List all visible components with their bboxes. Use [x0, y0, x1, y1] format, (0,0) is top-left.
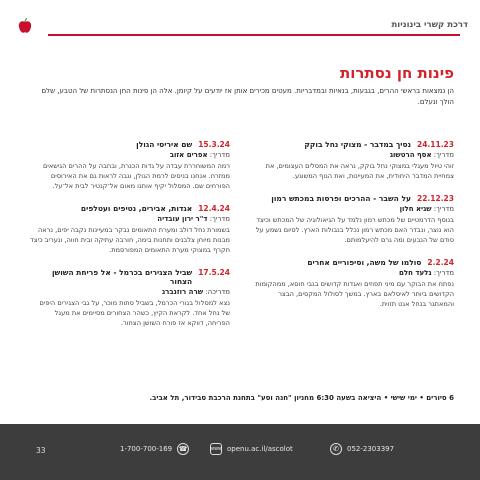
- page-intro: הן נמצאות בראשי ההרים, בגבעות, בנאיות ובמדבריות. מעטים מכירים אותן אז יודעים על קיומן. אלה הן פינות החן הנסתרות של הטבע, שלם הולך ונעלם.: [41, 87, 454, 106]
- tour-date: 15.3.24: [198, 140, 230, 149]
- top-bar: [18, 18, 470, 36]
- tour-guide: מדריכה: שרה רוזנברג: [162, 288, 230, 296]
- tour-entry: [254, 258, 454, 309]
- footer-phone[interactable]: [120, 443, 189, 455]
- tour-entry: [30, 140, 230, 191]
- guide-name: גלעד חלם: [399, 269, 432, 277]
- left-column: [30, 140, 230, 341]
- tour-guide: מדריך: גלעד חלם: [399, 269, 454, 277]
- breadcrumb: דרכת קשרי בינוניות: [391, 20, 468, 30]
- apple-icon: [18, 18, 32, 34]
- tour-date: 22.12.23: [416, 194, 454, 203]
- tour-date: 12.4.24: [198, 204, 230, 213]
- tour-entry: [254, 140, 454, 181]
- tour-description: בנוסף הדרמטיים של מכתש רמון נלמד על הגיאולוגיה של המכתש וכיצד הוא נוצר, ונבדר האם מכתש רמון נכלל בנבולות הארץ. לסיום נשמע על סודם של הנבעים ומה גרם להיעלמותם.: [255, 216, 454, 244]
- right-column: [254, 140, 454, 322]
- guide-name: ד"ר ירון עובדיה: [157, 215, 208, 223]
- tour-guide: מדריך: ד"ר ירון עובדיה: [157, 215, 230, 223]
- phone-icon: ☎: [178, 445, 188, 453]
- tour-title: שביל הצגירים בכרמל - אל פריחת השושן הצחור: [51, 268, 193, 286]
- tour-description: רמה המשוחררת עבדה על גדות הכנרת, ובחבה על ההרים הגישאים ממזרח. אנחנו בניסים לרמת הגולן, וגבה לראות גם את האירוסים הפורחים שם. המסלול יקיף אותנו מאום אל־קנטיר לבית אל־על.: [43, 162, 230, 190]
- tour-date: 24.11.23: [416, 140, 454, 149]
- tour-guide: מדריך: אסף הרטשוג: [389, 151, 454, 159]
- phone-number[interactable]: 1-700-700-169: [120, 445, 173, 453]
- footer-whatsapp[interactable]: [330, 443, 394, 455]
- tour-guide: מדריך: שגיא חלון: [399, 205, 454, 213]
- page-number: 33: [36, 446, 46, 455]
- website-link[interactable]: openu.ac.il/ascolot: [227, 445, 293, 453]
- footer: [0, 424, 480, 480]
- guide-name: שרה רוזנברג: [162, 288, 204, 296]
- tour-date: 2.2.24: [427, 258, 454, 267]
- tour-title: אגדות, אבירים, נטיפים ועטלפים: [80, 204, 193, 213]
- tour-entry: [30, 268, 230, 328]
- tour-title: נסיך במדבר - מצוקי נחל בוקק: [304, 140, 411, 149]
- tour-entry: [254, 194, 454, 245]
- page-title: פינות חן נסתרות: [339, 64, 454, 82]
- tour-schedule-notice: 6 סיורים • ימי שישי • היציאה בשעה 6:30 מחניון "חנה וסע" בתחנת הרכבת סבידור, תל אביב.: [149, 394, 454, 402]
- tour-title: על השבר - ההרכים ופרסות במכתש רמון: [271, 194, 411, 203]
- tour-guide: מדריך: אפרים אזוב: [169, 151, 230, 159]
- guide-name: אפרים אזוב: [169, 151, 208, 159]
- guide-name: אסף הרטשוג: [389, 151, 432, 159]
- whatsapp-icon: ✆: [330, 443, 342, 455]
- header-divider: [48, 34, 460, 36]
- tour-description: נצא למסלול בגורי הכרמל, בשביל סתות מוכר, על גבי הצגירים היפים של נחל אחד. לקראת הקיץ, כשהר הצחורים מסיימים את מעגל הפריחה, דווקא אז פורח השושן הצחור.: [39, 299, 230, 327]
- whatsapp-number[interactable]: 052-2303397: [347, 445, 395, 453]
- tour-title: שם איריסי הגולן: [136, 140, 193, 149]
- tour-description: נפתח את הבוקר עם מיני תפוזים ואגדות קדושים בגבי חוסא, ממהקומות הקדושים ביותר לאיסלאם בארץ. במשך לסולול המקסים, הבצר והמאתגר בנחל אגט תזוית.: [255, 280, 454, 308]
- tour-description: זוהי טיול מעגלי במצוקי נחל בוקק, נראה את המסלים העצומים, את צמחיית המדבר היחודית, את המעיינות, ואת הנוף המשוגע.: [265, 162, 454, 180]
- tour-description: בשמורת נחל דולב ומערת התאומים נבקר במעיינות נקבה יפים, נראה מבנות מיוחן צלבנים ותחנות בימה, חורבה עתיקה ובית חווה, ונעריב כיצד חקרף במצוקי מערת התאומים המפורסמת.: [30, 226, 230, 254]
- tour-date: 17.5.24: [198, 268, 230, 277]
- tour-title: סולמו של משה, וסיפוריים אחרים: [307, 258, 422, 267]
- footer-website[interactable]: [210, 443, 293, 455]
- tour-entry: [30, 204, 230, 255]
- guide-name: שגיא חלון: [399, 205, 432, 213]
- globe-icon: www: [210, 443, 222, 455]
